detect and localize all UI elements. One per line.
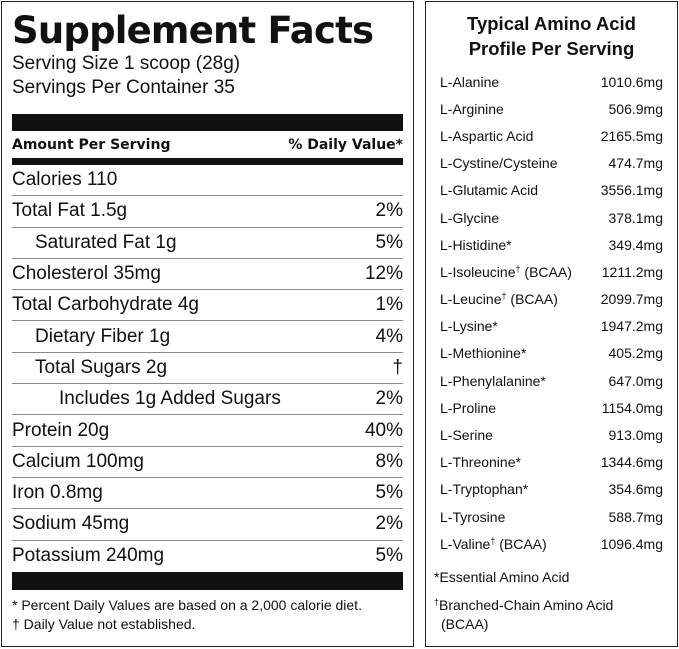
amino-row: [440, 286, 663, 313]
amino-value: 1010.6mg: [600, 73, 663, 90]
nutrient-dv: 40%: [364, 419, 403, 441]
amino-name: L-Isoleucine† (BCAA): [440, 263, 572, 280]
servings-per-container: Servings Per Container 35: [12, 77, 235, 98]
serving-size: Serving Size 1 scoop (28g): [12, 53, 241, 74]
amino-value: 1344.6mg: [600, 454, 663, 471]
amino-row: [440, 95, 663, 122]
amino-row: [440, 503, 663, 530]
amino-value: 3556.1mg: [600, 182, 663, 199]
nutrient-row-sodium: [12, 509, 403, 540]
amino-notes: [434, 568, 663, 634]
thick-divider: [12, 114, 403, 131]
amino-value: 349.4mg: [608, 236, 663, 253]
nutrient-label: Cholesterol 35mg: [12, 263, 161, 285]
amino-value: 588.7mg: [608, 508, 663, 525]
nutrient-dv: 2%: [375, 200, 403, 222]
amino-name: L-Lysine*: [440, 318, 498, 335]
amino-title-line: Profile Per Serving: [468, 38, 635, 59]
nutrient-label: Dietary Fiber 1g: [35, 325, 171, 347]
nutrient-row-calcium: [12, 447, 403, 478]
nutrient-row-dietary-fiber: [12, 321, 403, 352]
medium-divider: [12, 158, 403, 165]
facts-title: Supplement Facts: [12, 9, 374, 52]
nutrient-label: Sodium 45mg: [12, 513, 130, 535]
footnote-line: † Daily Value not established.: [12, 615, 196, 632]
amino-value: 1947.2mg: [600, 318, 663, 335]
amino-name: L-Methionine*: [440, 345, 527, 362]
amino-name: L-Glycine: [440, 209, 500, 226]
nutrient-label: Calcium 100mg: [12, 450, 144, 472]
amino-row: [440, 313, 663, 340]
amino-name: L-Arginine: [440, 100, 504, 117]
nutrient-label: Total Carbohydrate 4g: [12, 294, 199, 316]
amino-value: 1211.2mg: [601, 263, 663, 280]
amount-header-row: [12, 131, 403, 158]
amino-value: 506.9mg: [608, 100, 663, 117]
nutrient-dv: 5%: [375, 482, 403, 504]
nutrient-dv: 2%: [375, 388, 403, 410]
amino-row: [440, 258, 663, 285]
amino-row: [440, 340, 663, 367]
amino-name: L-Tyrosine: [440, 508, 506, 525]
supplement-facts-panel: [1, 1, 414, 647]
nutrient-row-calories: [12, 165, 403, 196]
bottom-divider: [12, 572, 403, 590]
amino-row: [440, 394, 663, 421]
amino-row: [440, 177, 663, 204]
amino-value: 405.2mg: [608, 345, 663, 362]
nutrient-label: Total Fat 1.5g: [12, 200, 128, 222]
amino-row: [440, 449, 663, 476]
nutrient-label: Includes 1g Added Sugars: [59, 388, 281, 410]
amino-row: [440, 367, 663, 394]
nutrient-label: Potassium 240mg: [12, 545, 165, 567]
amino-value: 2165.5mg: [600, 127, 663, 144]
amino-row: [440, 231, 663, 258]
amino-value: 913.0mg: [608, 427, 663, 444]
nutrient-label: Calories 110: [12, 169, 118, 191]
nutrient-dv: 12%: [364, 263, 403, 285]
amino-value: 1154.0mg: [601, 399, 663, 416]
amino-value: 378.1mg: [608, 209, 663, 226]
amino-name: L-Histidine*: [440, 236, 512, 253]
nutrient-row-total-carbohydrate: [12, 290, 403, 321]
amino-row: [440, 476, 663, 503]
amino-value: 1096.4mg: [600, 535, 663, 552]
nutrient-dv: 2%: [375, 513, 403, 535]
nutrient-row-iron: [12, 478, 403, 509]
nutrient-dv: 8%: [375, 450, 403, 472]
amino-row: [440, 421, 663, 448]
amino-acid-list: [440, 68, 663, 557]
nutrient-row-total-fat: [12, 196, 403, 227]
nutrient-row-potassium: [12, 541, 403, 572]
amino-row: [440, 68, 663, 95]
nutrient-row-cholesterol: [12, 259, 403, 290]
nutrient-row-protein: [12, 415, 403, 446]
nutrient-label: Saturated Fat 1g: [35, 231, 177, 253]
amino-value: 2099.7mg: [600, 291, 663, 308]
amino-row: [440, 122, 663, 149]
nutrient-row-total-sugars: [12, 353, 403, 384]
amino-row: [440, 150, 663, 177]
footnote-daily-values: [12, 596, 403, 634]
nutrient-label: Iron 0.8mg: [12, 482, 103, 504]
amino-name: L-Phenylalanine*: [440, 372, 546, 389]
amino-title-line: Typical Amino Acid: [467, 13, 636, 34]
nutrient-dv: 4%: [375, 325, 403, 347]
footnote-line: * Percent Daily Values are based on a 2,000 calorie diet.: [12, 596, 362, 613]
nutrient-dv: †: [392, 356, 403, 378]
amino-value: 354.6mg: [608, 481, 663, 498]
nutrient-dv: 5%: [375, 545, 403, 567]
amino-name: L-Proline: [440, 399, 497, 416]
amino-name: L-Threonine*: [440, 454, 521, 471]
nutrient-label: Protein 20g: [12, 419, 110, 441]
amino-name: L-Tryptophan*: [440, 481, 529, 498]
nutrient-label: Total Sugars 2g: [35, 356, 168, 378]
nutrient-dv: 5%: [375, 231, 403, 253]
amino-acid-panel: [425, 1, 678, 647]
amino-value: 647.0mg: [608, 372, 663, 389]
amino-name: L-Valine† (BCAA): [440, 535, 547, 552]
daily-value-header: % Daily Value*: [288, 136, 403, 153]
nutrient-dv: 1%: [375, 294, 403, 316]
nutrient-row-added-sugars: [12, 384, 403, 415]
amino-name: L-Leucine† (BCAA): [440, 291, 558, 308]
amino-title: [440, 11, 663, 61]
amino-name: L-Alanine: [440, 73, 500, 90]
amino-name: L-Serine: [440, 427, 493, 444]
amino-name: L-Glutamic Acid: [440, 182, 539, 199]
amino-value: 474.7mg: [608, 155, 663, 172]
amount-per-serving-label: Amount Per Serving: [12, 136, 171, 153]
note-bcaa: †Branched-Chain Amino Acid (BCAA): [434, 597, 614, 633]
amino-row: [440, 204, 663, 231]
note-essential: *Essential Amino Acid: [434, 569, 570, 586]
amino-name: L-Cystine/Cysteine: [440, 155, 558, 172]
amino-name: L-Aspartic Acid: [440, 127, 534, 144]
amino-row: [440, 530, 663, 557]
nutrient-row-saturated-fat: [12, 228, 403, 259]
